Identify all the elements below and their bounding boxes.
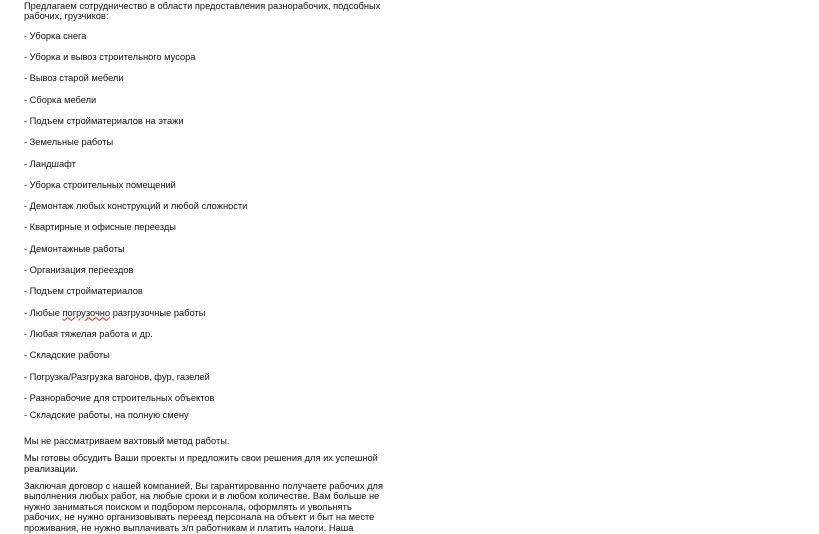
list-item: - Квартирные и офисные переезды	[24, 222, 176, 233]
list-item: - Любая тяжелая работа и др.	[24, 328, 153, 339]
list-item: - Складские работы	[24, 350, 110, 361]
note-contract: Заключая договор с нашей компанией, Вы гарантированно получаете рабочих для выполнения любых работ, на любые сроки и в любом количестве. Вам больше не нужно заниматься поиском и подбором персонала, оформлять и увольнять рабочих, не нужно организовывать переезд персонала на объект и быт на месте проживания, не нужно выплачивать з/п работникам и платить налоги. Наша	[24, 481, 383, 533]
list-item: - Вывоз старой мебели	[24, 73, 124, 84]
list-item: - Ландшафт	[24, 158, 76, 169]
spellcheck-flagged-word[interactable]: погрузочно	[62, 307, 111, 318]
document-body	[24, 0, 384, 533]
list-item: - Демонтаж любых конструкций и любой сложности	[24, 201, 248, 212]
list-item: - Демонтажные работы	[24, 243, 125, 254]
list-item-spellcheck	[24, 308, 384, 329]
list-item: - Разнорабочие для строительных объектов	[24, 392, 215, 403]
list-item: - Земельные работы	[24, 137, 114, 148]
list-item: - Подъем стройматериалов	[24, 286, 143, 297]
list-item: - Уборка и вывоз строительного мусора	[24, 52, 196, 63]
intro-paragraph: Предлагаем сотрудничество в области предоставления разнорабочих, подсобных рабочих, грузчиков:	[24, 1, 381, 22]
services-list	[24, 31, 384, 427]
list-item: - Сборка мебели	[24, 94, 97, 105]
list-item-suffix: разгрузочные работы	[110, 307, 206, 318]
note-shift-method: Мы не рассматриваем вахтовый метод работы.	[24, 435, 230, 446]
list-item: - Погрузка/Разгрузка вагонов, фур, газелей	[24, 371, 210, 382]
list-item-prefix: - Любые	[24, 307, 63, 318]
list-item: - Уборка снега	[24, 30, 87, 41]
list-item: - Организация переездов	[24, 265, 134, 276]
list-item: - Уборка строительных помещений	[24, 179, 176, 190]
list-item: - Складские работы, на полную смену	[24, 409, 189, 420]
list-item: - Подъем стройматериалов на этажи	[24, 116, 184, 126]
note-ready: Мы готовы обсудить Ваши проекты и предложить свои решения для их успешной реализации.	[24, 453, 378, 474]
